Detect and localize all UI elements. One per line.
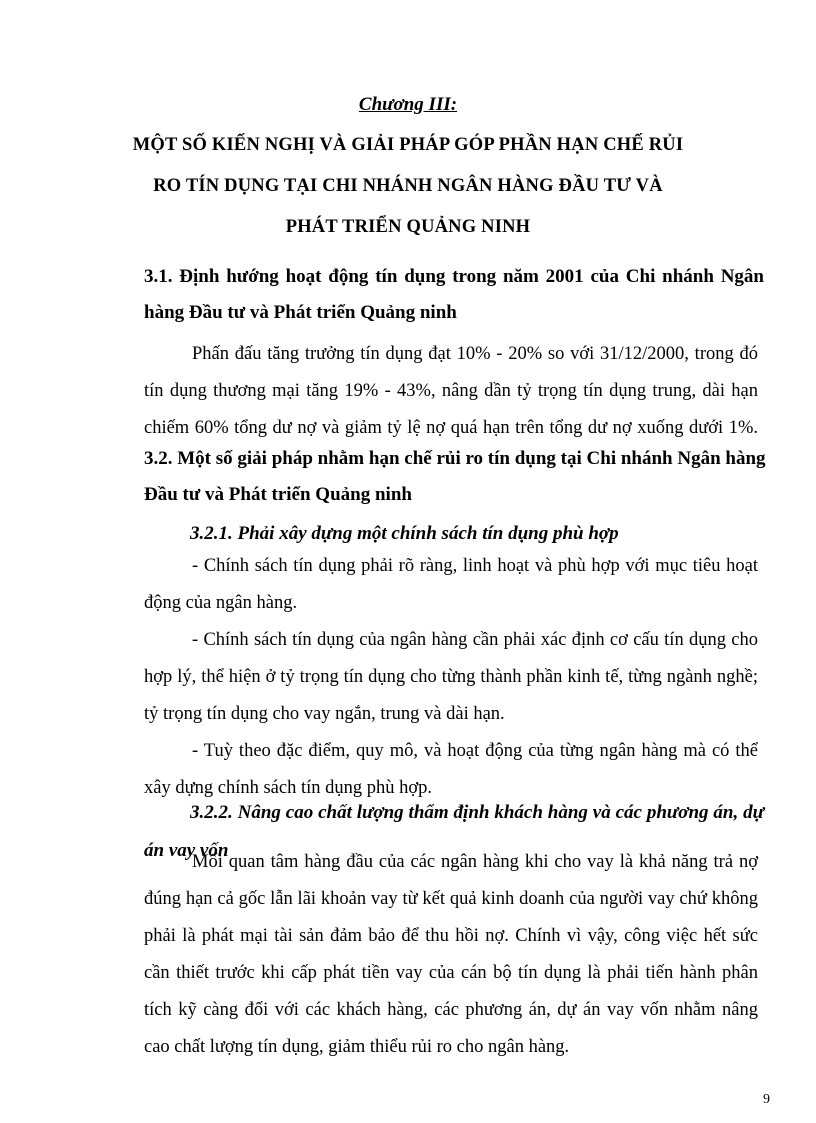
section-3-2-heading-line-1: 3.2. Một số giải pháp nhằm hạn chế rủi ro tín dụng tại Chi nhánh Ngân hàng bbox=[144, 448, 766, 469]
bullet-3-line-2: xây dựng chính sách tín dụng phù hợp. bbox=[144, 778, 433, 798]
subsection-3-2-1-heading-line: 3.2.1. Phải xây dựng một chính sách tín dụng phù hợp bbox=[190, 523, 619, 544]
chapter-title-line-2: RO TÍN DỤNG TẠI CHI NHÁNH NGÂN HÀNG ĐẦU TƯ VÀ bbox=[153, 176, 663, 196]
subsection-3-2-2-paragraph-line-1: Mối quan tâm hàng đầu của các ngân hàng khi cho vay là khả năng trả nợ bbox=[192, 852, 758, 872]
subsection-3-2-1-bullet-1 bbox=[144, 548, 758, 622]
subsection-3-2-2-paragraph-line-4: cần thiết trước khi cấp phát tiền vay của cán bộ tín dụng là phải tiến hành phân bbox=[144, 963, 758, 983]
bullet-1-line-2: động của ngân hàng. bbox=[144, 593, 298, 613]
bullet-1-line-1: - Chính sách tín dụng phải rõ ràng, linh hoạt và phù hợp với mục tiêu hoạt bbox=[192, 556, 758, 576]
section-3-1-heading-line-2: hàng Đầu tư và Phát triển Quảng ninh bbox=[144, 302, 457, 323]
subsection-3-2-2-heading-line-1: 3.2.2. Nâng cao chất lượng thẩm định khách hàng và các phương án, dự bbox=[190, 802, 764, 823]
bullet-2-line-1: - Chính sách tín dụng của ngân hàng cần phải xác định cơ cấu tín dụng cho bbox=[192, 630, 758, 650]
bullet-2-line-3: tỷ trọng tín dụng cho vay ngắn, trung và dài hạn. bbox=[144, 704, 505, 724]
chapter-label: Chương III: bbox=[358, 94, 458, 115]
section-3-1-heading-line-1: 3.1. Định hướng hoạt động tín dụng trong năm 2001 của Chi nhánh Ngân bbox=[144, 266, 764, 287]
bullet-3-line-1: - Tuỳ theo đặc điểm, quy mô, và hoạt động của từng ngân hàng mà có thể bbox=[192, 741, 758, 761]
subsection-3-2-2-paragraph-line-3: phải là phát mại tài sản đảm bảo để thu hồi nợ. Chính vì vậy, công việc hết sức bbox=[144, 926, 758, 946]
subsection-3-2-2-paragraph bbox=[144, 844, 758, 1066]
section-3-1-paragraph-line-1: Phấn đấu tăng trưởng tín dụng đạt 10% - 20% so với 31/12/2000, trong đó bbox=[192, 344, 758, 364]
section-3-1-paragraph-line-3: chiếm 60% tổng dư nợ và giảm tỷ lệ nợ quá hạn trên tổng dư nợ xuống dưới 1%. bbox=[144, 418, 758, 438]
section-3-2-heading-line-2: Đầu tư và Phát triển Quảng ninh bbox=[144, 484, 412, 505]
subsection-3-2-2-paragraph-line-5: tích kỹ càng đối với các khách hàng, các phương án, dự án vay vốn nhằm nâng bbox=[144, 1000, 758, 1020]
chapter-title-line-3: PHÁT TRIỂN QUẢNG NINH bbox=[285, 217, 531, 237]
subsection-3-2-2-paragraph-line-2: đúng hạn cả gốc lẫn lãi khoản vay từ kết quả kinh doanh của người vay chứ không bbox=[144, 889, 758, 909]
bullet-2-line-2: hợp lý, thể hiện ở tỷ trọng tín dụng cho từng thành phần kinh tế, từng ngành nghề; bbox=[144, 667, 758, 687]
chapter-title-line-1: MỘT SỐ KIẾN NGHỊ VÀ GIẢI PHÁP GÓP PHẦN HẠN CHẾ RỦI bbox=[132, 135, 684, 155]
page-number: 9 bbox=[763, 1092, 770, 1107]
subsection-3-2-2-heading-line-2: án vay vốn bbox=[144, 840, 229, 861]
subsection-3-2-1-bullet-2 bbox=[144, 622, 758, 733]
section-3-1-heading bbox=[144, 259, 764, 331]
section-3-1-paragraph-line-2: tín dụng thương mại tăng 19% - 43%, nâng dần tỷ trọng tín dụng trung, dài hạn bbox=[144, 381, 758, 401]
section-3-1-paragraph bbox=[144, 336, 758, 447]
subsection-3-2-2-paragraph-line-6: cao chất lượng tín dụng, giảm thiểu rủi ro cho ngân hàng. bbox=[144, 1037, 570, 1057]
section-3-2-heading bbox=[144, 441, 764, 513]
